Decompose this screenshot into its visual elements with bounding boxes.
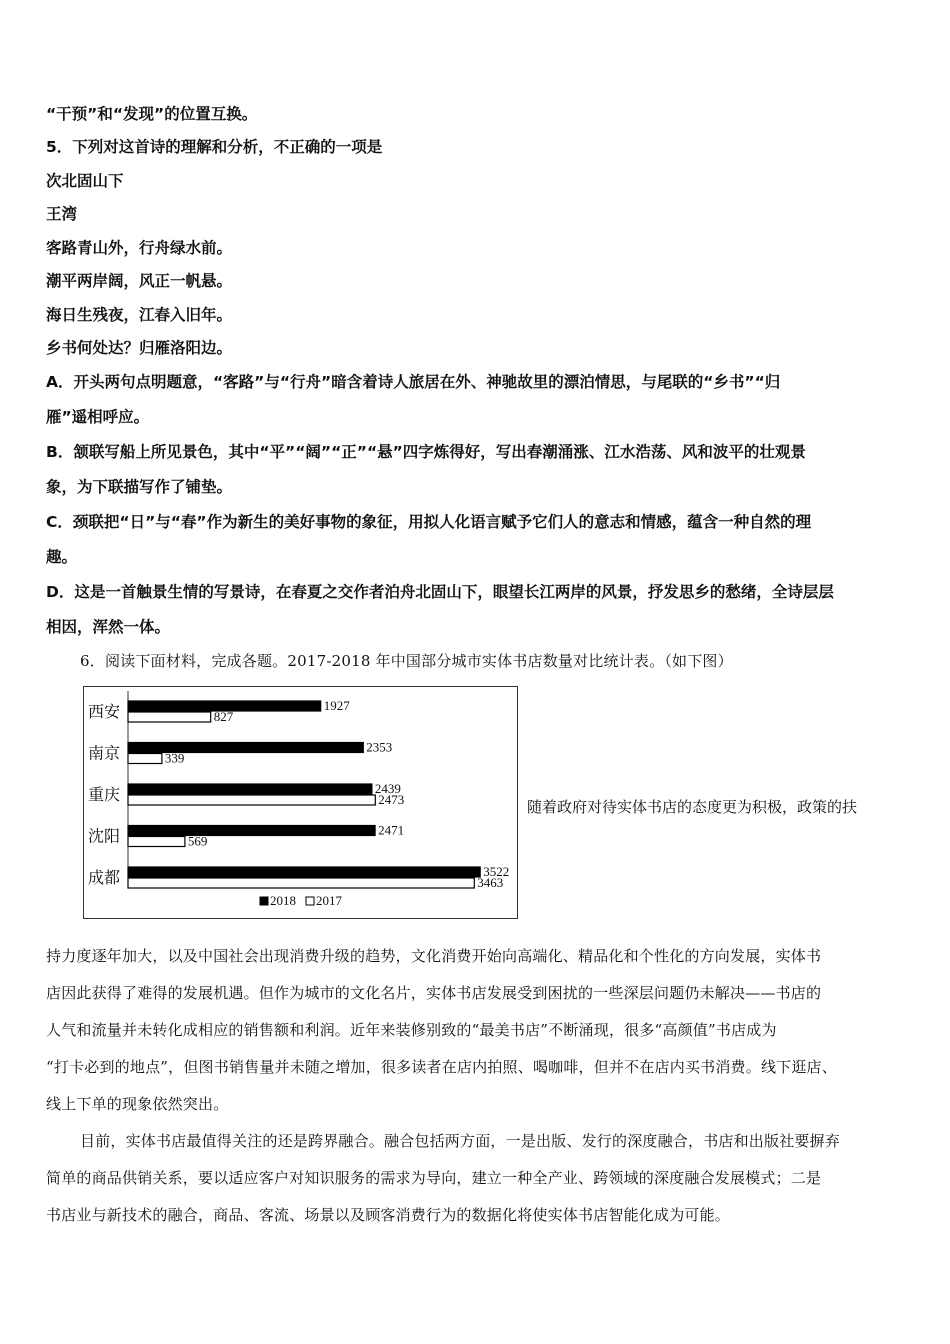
- paragraph-line: “打卡必到的地点”，但图书销售量并未随之增加，很多读者在店内拍照、喝咖啡，但并不在店内买书消费。线下逛店、: [46, 1058, 837, 1076]
- legend-label: 2018: [270, 893, 296, 908]
- legend-swatch-2018: [260, 897, 268, 905]
- legend-swatch-2017: [306, 897, 314, 905]
- bar-2018-沈阳: [128, 826, 375, 836]
- bar-2017-南京: [128, 754, 162, 764]
- option-d: D．这是一首触景生情的写景诗，在春夏之交作者泊舟北固山下，眼望长江两岸的风景，抒发思乡的愁绪，全诗层层: [46, 583, 834, 601]
- bar-2017-西安: [128, 712, 211, 722]
- category-label: 重庆: [88, 785, 121, 804]
- data-label-2017: 339: [164, 750, 185, 766]
- paragraph-line: 目前，实体书店最值得关注的还是跨界融合。融合包括两方面，一是出版、发行的深度融合，书店和出版社要摒弃: [80, 1132, 841, 1150]
- poem-author: 王湾: [46, 205, 78, 223]
- data-label-2017: 569: [187, 833, 208, 849]
- bar-chart: [84, 687, 517, 918]
- data-label-2017: 3463: [477, 875, 504, 890]
- option-a: A．开头两句点明题意，“客路”与“行舟”暗含着诗人旅居在外、神驰故里的漂泊情思，与尾联的“乡书”“归: [46, 373, 781, 391]
- paragraph-line: 店因此获得了难得的发展机遇。但作为城市的文化名片，实体书店发展受到困扰的一些深层问题仍未解决——书店的: [46, 984, 822, 1002]
- data-label-2017: 827: [213, 709, 234, 724]
- question-5-stem: 5．下列对这首诗的理解和分析，不正确的一项是: [46, 138, 383, 156]
- bar-2018-南京: [128, 743, 363, 753]
- bar-2018-成都: [128, 867, 480, 877]
- poem-line: 客路青山外，行舟绿水前。: [46, 239, 233, 257]
- option-a-cont: 雁”遥相呼应。: [46, 408, 150, 426]
- data-label-2018: 2353: [366, 739, 393, 755]
- bar-2018-重庆: [128, 784, 372, 794]
- poem-line: 海日生残夜，江春入旧年。: [46, 306, 233, 324]
- bar-2017-重庆: [128, 795, 375, 805]
- prev-answer-text: “干预”和“发现”的位置互换。: [46, 105, 258, 123]
- data-label-2018: 3522: [483, 864, 510, 879]
- bar-2017-沈阳: [128, 837, 185, 847]
- category-label: 沈阳: [88, 826, 121, 846]
- option-d-cont: 相因，浑然一体。: [46, 618, 171, 636]
- paragraph-line: 线上下单的现象依然突出。: [46, 1095, 229, 1113]
- bar-2017-成都: [128, 878, 474, 888]
- category-label: 南京: [88, 743, 121, 763]
- paragraph-line: 书店业与新技术的融合，商品、客流、场景以及顾客消费行为的数据化将使实体书店智能化成为可能。: [46, 1206, 731, 1224]
- option-b-cont: 象，为下联描写作了铺垫。: [46, 478, 233, 496]
- paragraph-line: 持力度逐年加大，以及中国社会出现消费升级的趋势，文化消费开始向高端化、精品化和个性化的方向发展，实体书: [46, 947, 822, 965]
- side-paragraph-text: 随着政府对待实体书店的态度更为积极，政策的扶: [527, 798, 858, 816]
- data-label-2018: 1927: [323, 698, 350, 713]
- paragraph-line: 人气和流量并未转化成相应的销售额和利润。近年来装修别致的“最美书店”不断涌现，很多“高颜值”书店成为: [46, 1021, 777, 1039]
- question-6-stem: 6．阅读下面材料，完成各题。2017-2018 年中国部分城市实体书店数量对比统计表。（如下图）: [80, 652, 733, 670]
- category-label: 西安: [88, 702, 121, 721]
- poem-title: 次北固山下: [46, 172, 124, 190]
- bookstore-chart: [83, 686, 518, 919]
- data-label-2018: 2439: [374, 781, 401, 796]
- option-b: B．颔联写船上所见景色，其中“平”“阔”“正”“悬”四字炼得好，写出春潮涌涨、江水浩荡、风和波平的壮观景: [46, 443, 806, 461]
- data-label-2017: 2473: [378, 792, 405, 807]
- category-label: 成都: [88, 868, 121, 887]
- legend-label: 2017: [316, 893, 342, 908]
- paragraph-line: 简单的商品供销关系，要以适应客户对知识服务的需求为导向，建立一种全产业、跨领域的深度融合发展模式；二是: [46, 1169, 822, 1187]
- poem-line: 潮平两岸阔，风正一帆悬。: [46, 272, 233, 290]
- poem-line: 乡书何处达？归雁洛阳边。: [46, 339, 233, 357]
- data-label-2018: 2471: [378, 822, 405, 838]
- option-c-cont: 趣。: [46, 548, 78, 566]
- option-c: C．颈联把“日”与“春”作为新生的美好事物的象征，用拟人化语言赋予它们人的意志和情感，蕴含一种自然的理: [46, 513, 812, 531]
